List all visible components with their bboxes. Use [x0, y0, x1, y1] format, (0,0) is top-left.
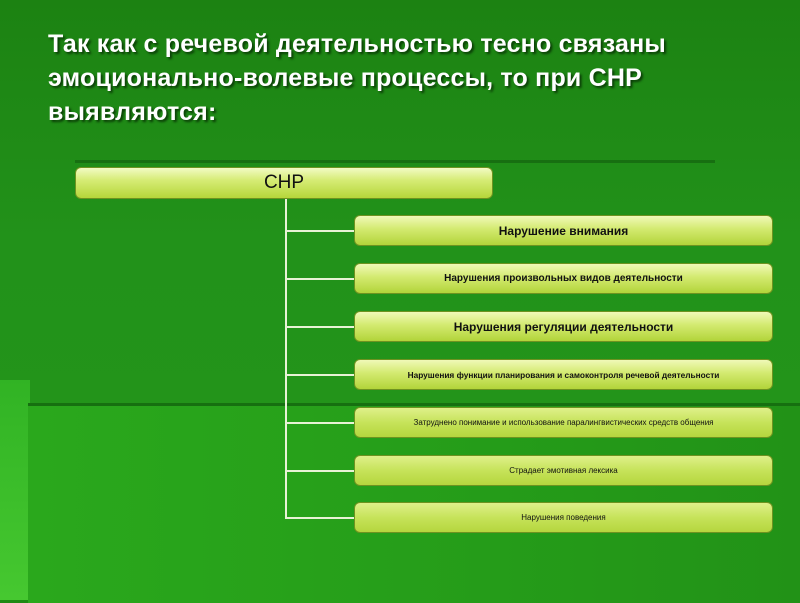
- diagram-node-planning-self-control: Нарушения функции планирования и самоконтроля речевой деятельности: [354, 359, 773, 390]
- diagram-connector-branch: [285, 278, 355, 280]
- diagram-connector-branch: [285, 422, 355, 424]
- background-accent-left: [0, 380, 30, 600]
- diagram-connector-branch: [285, 470, 355, 472]
- diagram-node-emotive-lexicon: Страдает эмотивная лексика: [354, 455, 773, 486]
- slide-title: Так как с речевой деятельностью тесно связаны эмоционально-волевые процессы, то при СНР выявляются:: [48, 30, 666, 126]
- diagram-root-node: СНР: [75, 167, 493, 199]
- diagram-connector-branch: [285, 374, 355, 376]
- diagram-node-attention: Нарушение внимания: [354, 215, 773, 246]
- diagram-connector-branch: [285, 326, 355, 328]
- diagram-node-voluntary-activity: Нарушения произвольных видов деятельности: [354, 263, 773, 294]
- diagram-connector-branch: [285, 230, 355, 232]
- diagram-connector-branch: [285, 517, 355, 519]
- diagram-node-activity-regulation: Нарушения регуляции деятельности: [354, 311, 773, 342]
- diagram-node-paralinguistic: Затруднено понимание и использование паралингвистических средств общения: [354, 407, 773, 438]
- background-divider: [75, 160, 715, 163]
- diagram-node-behavior: Нарушения поведения: [354, 502, 773, 533]
